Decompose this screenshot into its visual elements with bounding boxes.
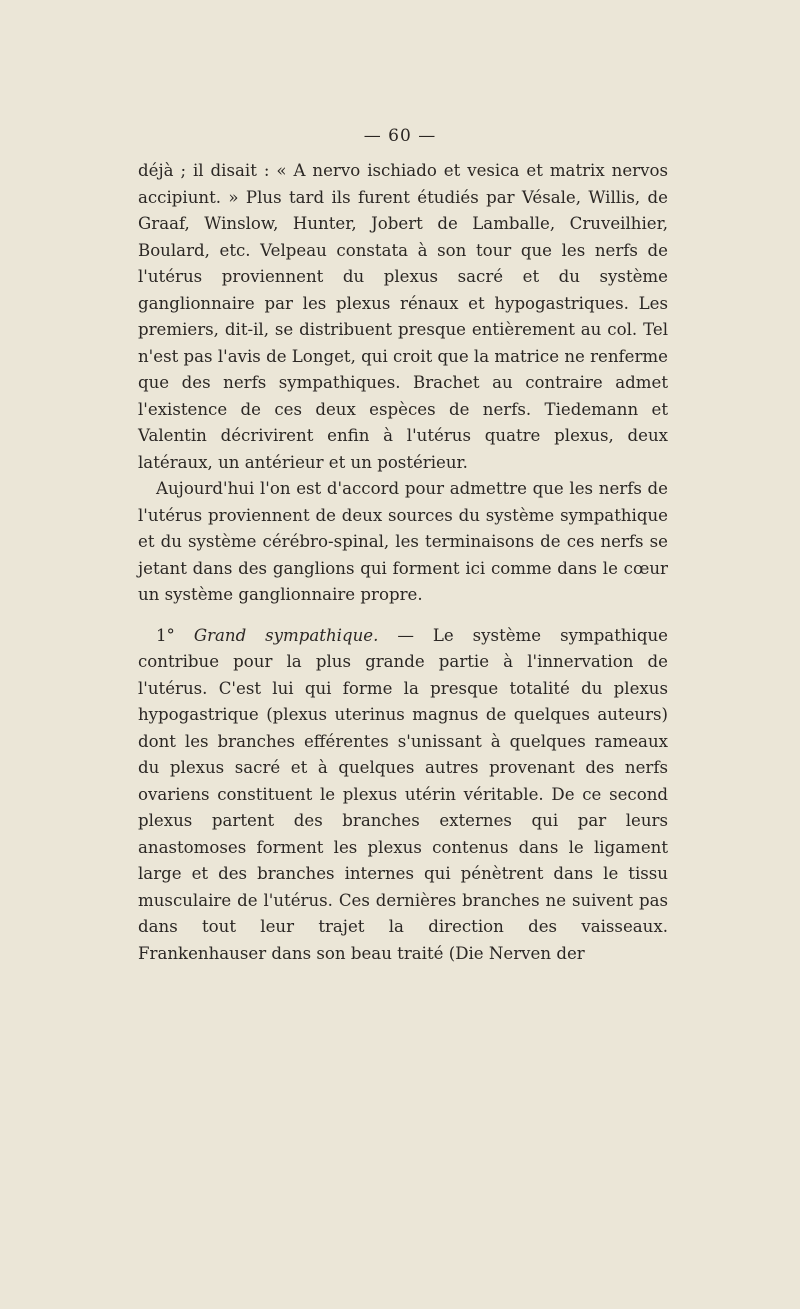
paragraph-2: Aujourd'hui l'on est d'accord pour admettre que les nerfs de l'utérus proviennent de deux sources du système sympathique et du système cérébro-spinal, les terminaisons de ces nerfs se jetant dans des ganglions qui forment ici comme dans le cœur un système ganglionnaire propre.	[138, 479, 668, 604]
body-text	[138, 158, 668, 967]
section-paragraph	[138, 623, 668, 968]
paragraph-gap	[138, 609, 668, 623]
paragraph-1: déjà ; il disait : « A nervo ischiado et vesica et matrix nervos accipiunt. » Plus tard ils furent étudiés par Vésale, Willis, de Graaf, Winslow, Hunter, Jobert de Lamballe, Cruveilhier, Boulard, etc. Velpeau constata à son tour que les nerfs de l'utérus proviennent du plexus sacré et du système ganglionnaire par les plexus rénaux et hypogastriques. Les premiers, dit-il, se distribuent presque entièrement au col. Tel n'est pas l'avis de Longet, qui croit que la matrice ne renferme que des nerfs sympathiques. Brachet au contraire admet l'existence de ces deux espèces de nerfs. Tiedemann et Valentin décrivirent enfin à l'utérus quatre plexus, deux latéraux, un antérieur et un postérieur.	[138, 161, 668, 472]
page-number: — 60 —	[363, 126, 437, 146]
section-number: 1°	[156, 625, 175, 645]
section-heading: Grand sympathique.	[193, 625, 379, 645]
section-text: — Le système sympathique contribue pour la plus grande partie à l'innervation de l'utérus. C'est lui qui forme la presque totalité du plexus hypogastrique (plexus uterinus magnus de quelques auteurs) dont les branches efférentes s'unissant à quelques rameaux du plexus sacré et à quelques autres provenant des nerfs ovariens constituent le plexus utérin véritable. De ce second plexus partent des branches externes qui par leurs anastomoses forment les plexus contenus dans le ligament large et des branches internes qui pénètrent dans le tissu musculaire de l'utérus. Ces dernières branches ne suivent pas dans tout leur trajet la direction des vaisseaux. Frankenhauser dans son beau traité (Die Nerven der	[138, 625, 668, 963]
